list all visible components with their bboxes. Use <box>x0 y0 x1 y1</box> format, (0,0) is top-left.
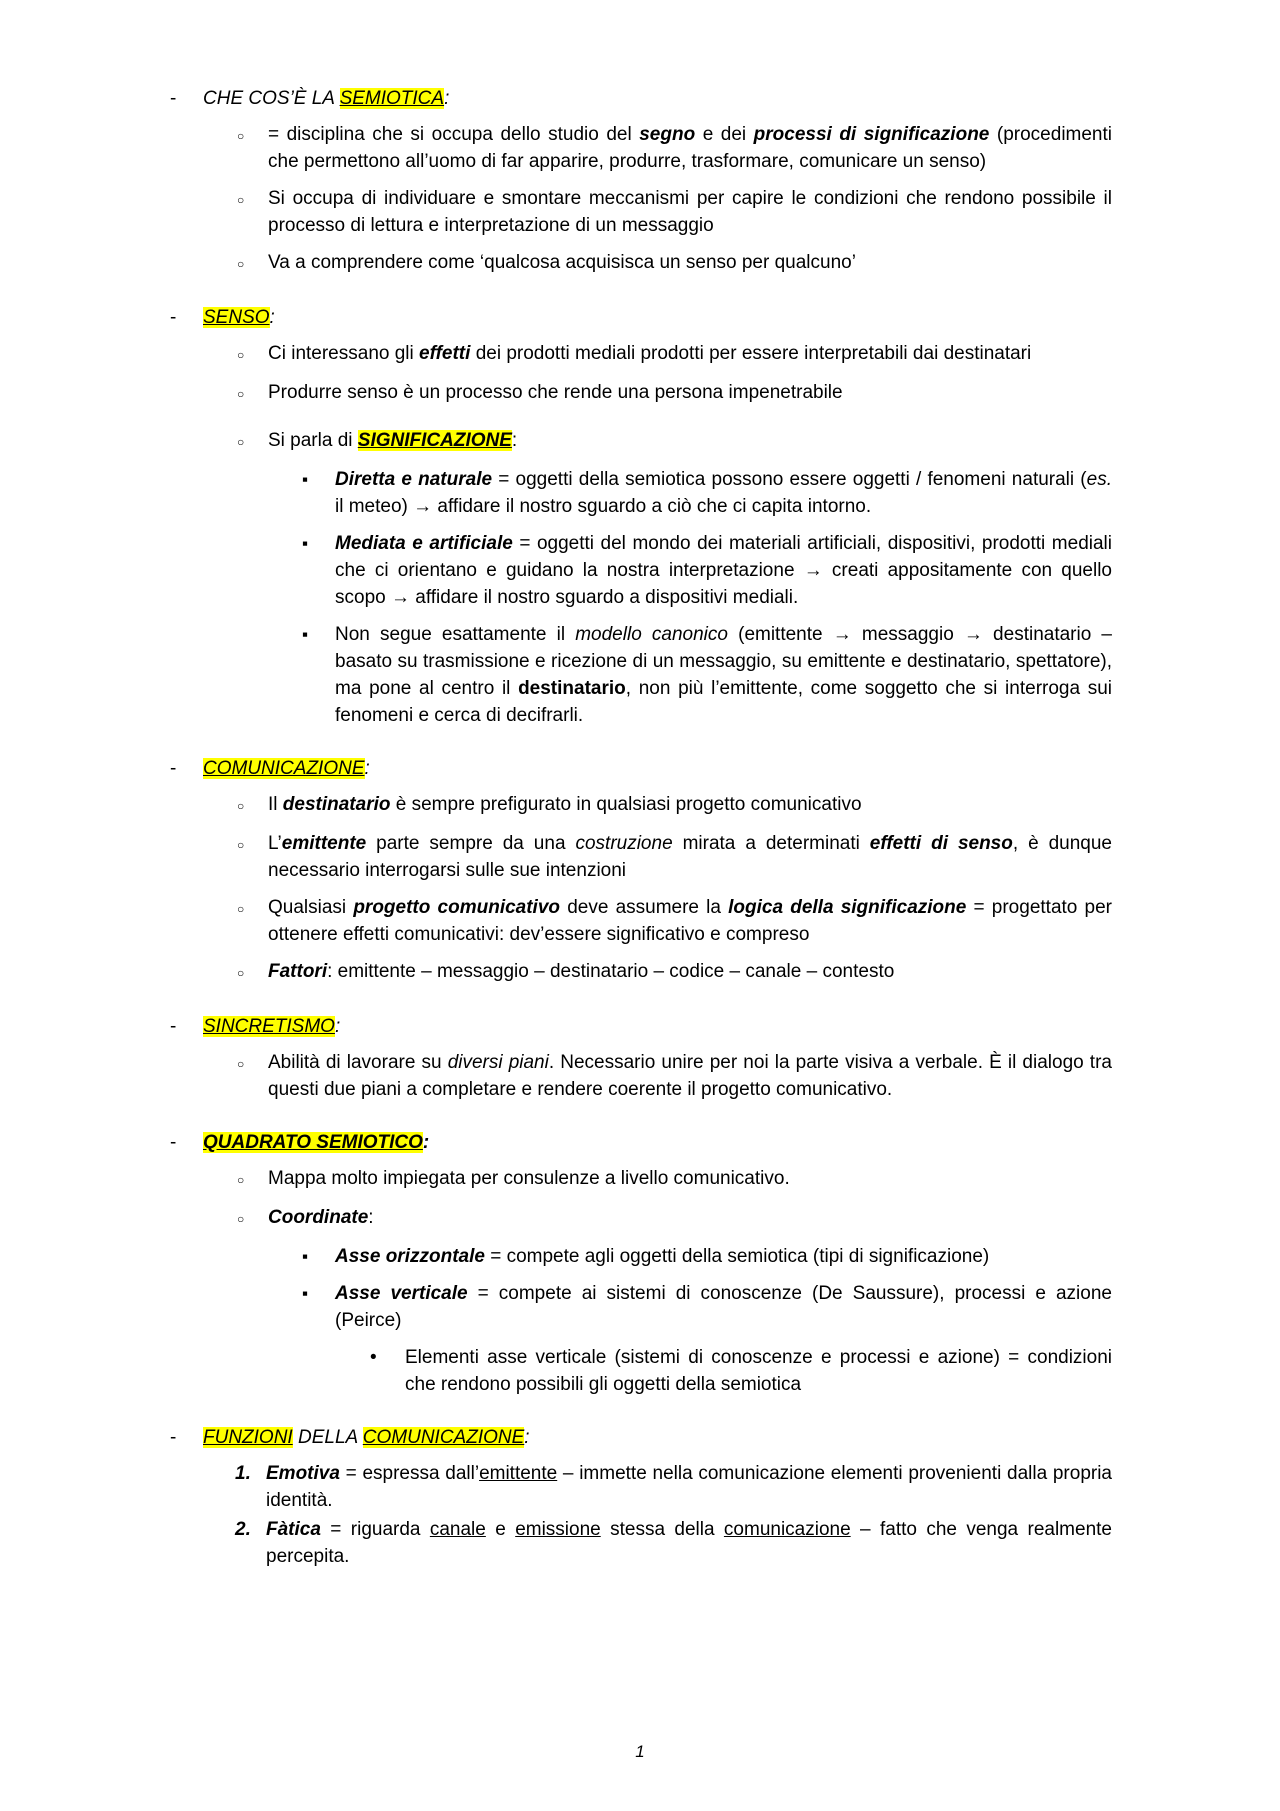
list-item-text: L’emittente parte sempre da una costruzione mirata a determinati effetti di senso, è dunque necessario interrogarsi sulle sue intenzioni <box>268 833 1113 881</box>
circle-bullet-icon: ○ <box>237 435 245 449</box>
list-item <box>237 379 1112 408</box>
list-item-text: Abilità di lavorare su diversi piani. Necessario unire per noi la parte visiva a verbale. È il dialogo tra questi due piani a completare e rendere coerente il progetto comunicativo. <box>268 1052 1112 1100</box>
square-bullet-icon: ▪ <box>302 1284 309 1303</box>
list-subitem <box>302 530 1112 611</box>
section-senso <box>170 304 1112 729</box>
section-title: CHE COS’È LA SEMIOTICA: <box>203 88 450 109</box>
list-item <box>237 340 1112 369</box>
list-item-text: Asse verticale = compete ai sistemi di conoscenze (De Saussure), processi e azione (Peirce) <box>335 1283 1112 1331</box>
list-item-text: Fàtica = riguarda canale e emissione stessa della comunicazione – fatto che venga realmente percepita. <box>266 1519 1112 1567</box>
list-subitem <box>302 466 1112 520</box>
section-heading-row <box>170 755 1112 782</box>
square-bullet-icon: ▪ <box>302 1247 309 1266</box>
circle-bullet-icon: ○ <box>237 966 245 980</box>
section-heading-row <box>170 1424 1112 1451</box>
section-title: FUNZIONI DELLA COMUNICAZIONE: <box>203 1427 530 1448</box>
list-item <box>237 830 1112 884</box>
list-item <box>237 894 1112 948</box>
disc-bullet-icon: • <box>370 1347 377 1368</box>
list-item-text: Produrre senso è un processo che rende una persona impenetrabile <box>268 382 843 403</box>
list-item-text: Si parla di SIGNIFICAZIONE: <box>268 430 518 451</box>
circle-bullet-icon: ○ <box>237 387 245 401</box>
dash-bullet-icon: - <box>170 1016 177 1037</box>
list-subitem <box>302 1243 1112 1270</box>
dash-bullet-icon: - <box>170 307 177 328</box>
section-heading-row <box>170 1129 1112 1156</box>
list-item-text: Il destinatario è sempre prefigurato in qualsiasi progetto comunicativo <box>268 794 862 815</box>
section-title: COMUNICAZIONE: <box>203 758 370 779</box>
list-item <box>237 1165 1112 1194</box>
list-item <box>237 185 1112 239</box>
list-item <box>237 791 1112 820</box>
section-heading-row <box>170 1013 1112 1040</box>
list-item-text: Coordinate: <box>268 1207 374 1228</box>
list-subsubitem <box>370 1344 1112 1398</box>
circle-bullet-icon: ○ <box>237 1173 245 1187</box>
square-bullet-icon: ▪ <box>302 470 309 489</box>
list-item <box>237 121 1112 175</box>
list-item-text: Mediata e artificiale = oggetti del mondo dei materiali artificiali, dispositivi, prodotti mediali che ci orientano e guidano la nostra interpretazione → creati appositamente con quello scopo → affidare il nostro sguardo a dispositivi mediali. <box>335 533 1112 608</box>
section-title: SENSO: <box>203 307 275 328</box>
number-marker: 1. <box>235 1463 251 1484</box>
list-item-text: Si occupa di individuare e smontare meccanismi per capire le condizioni che rendono possibile il processo di lettura e interpretazione di un messaggio <box>268 188 1112 236</box>
list-item-text: Va a comprendere come ‘qualcosa acquisisca un senso per qualcuno’ <box>268 252 856 273</box>
section-funzioni-della-comunicazione <box>170 1424 1112 1570</box>
list-subitem <box>302 621 1112 729</box>
section-heading-row <box>170 304 1112 331</box>
list-item-text: Qualsiasi progetto comunicativo deve assumere la logica della significazione = progettato per ottenere effetti comunicativi: dev’essere significativo e compreso <box>268 897 1112 945</box>
list-item-text: Elementi asse verticale (sistemi di conoscenze e processi e azione) = condizioni che rendono possibili gli oggetti della semiotica <box>405 1347 1112 1395</box>
section-comunicazione <box>170 755 1112 987</box>
list-item-text: Ci interessano gli effetti dei prodotti mediali prodotti per essere interpretabili dai destinatari <box>268 343 1032 364</box>
list-item-text: Diretta e naturale = oggetti della semiotica possono essere oggetti / fenomeni naturali (es. il meteo) → affidare il nostro sguardo a ciò che ci capita intorno. <box>335 469 1112 517</box>
number-marker: 2. <box>235 1519 251 1540</box>
circle-bullet-icon: ○ <box>237 1212 245 1226</box>
circle-bullet-icon: ○ <box>237 129 245 143</box>
numbered-item <box>235 1460 1112 1514</box>
section-heading-row <box>170 85 1112 112</box>
list-item <box>237 1204 1112 1233</box>
circle-bullet-icon: ○ <box>237 193 245 207</box>
list-subitem <box>302 1280 1112 1334</box>
circle-bullet-icon: ○ <box>237 348 245 362</box>
section-quadrato-semiotico <box>170 1129 1112 1398</box>
circle-bullet-icon: ○ <box>237 799 245 813</box>
list-item <box>237 427 1112 456</box>
dash-bullet-icon: - <box>170 758 177 779</box>
section-title: SINCRETISMO: <box>203 1016 341 1037</box>
circle-bullet-icon: ○ <box>237 1057 245 1071</box>
dash-bullet-icon: - <box>170 88 177 109</box>
square-bullet-icon: ▪ <box>302 625 309 644</box>
numbered-item <box>235 1516 1112 1570</box>
list-item <box>237 249 1112 278</box>
page-number: 1 <box>635 1742 645 1761</box>
circle-bullet-icon: ○ <box>237 902 245 916</box>
list-item-text: Emotiva = espressa dall’emittente – immette nella comunicazione elementi provenienti dalla propria identità. <box>266 1463 1113 1511</box>
list-item-text: Asse orizzontale = compete agli oggetti della semiotica (tipi di significazione) <box>335 1246 990 1267</box>
list-item-text: Non segue esattamente il modello canonico (emittente → messaggio → destinatario – basato su trasmissione e ricezione di un messaggio, su emittente e destinatario, spettatore), ma pone al centro il destinatario, non più l’emittente, come soggetto che si interroga sui fenomeni e cerca di decifrarli. <box>335 624 1113 726</box>
section-che-cose-la-semiotica <box>170 85 1112 278</box>
list-item-text: Mappa molto impiegata per consulenze a livello comunicativo. <box>268 1168 790 1189</box>
dash-bullet-icon: - <box>170 1132 177 1153</box>
dash-bullet-icon: - <box>170 1427 177 1448</box>
circle-bullet-icon: ○ <box>237 257 245 271</box>
circle-bullet-icon: ○ <box>237 838 245 852</box>
square-bullet-icon: ▪ <box>302 534 309 553</box>
list-item <box>237 1049 1112 1103</box>
list-item <box>237 958 1112 987</box>
section-sincretismo <box>170 1013 1112 1103</box>
list-item-text: = disciplina che si occupa dello studio del segno e dei processi di significazione (procedimenti che permettono all’uomo di far apparire, produrre, trasformare, comunicare un senso) <box>268 124 1112 172</box>
section-title: QUADRATO SEMIOTICO: <box>203 1132 430 1153</box>
list-item-text: Fattori: emittente – messaggio – destinatario – codice – canale – contesto <box>268 961 895 982</box>
